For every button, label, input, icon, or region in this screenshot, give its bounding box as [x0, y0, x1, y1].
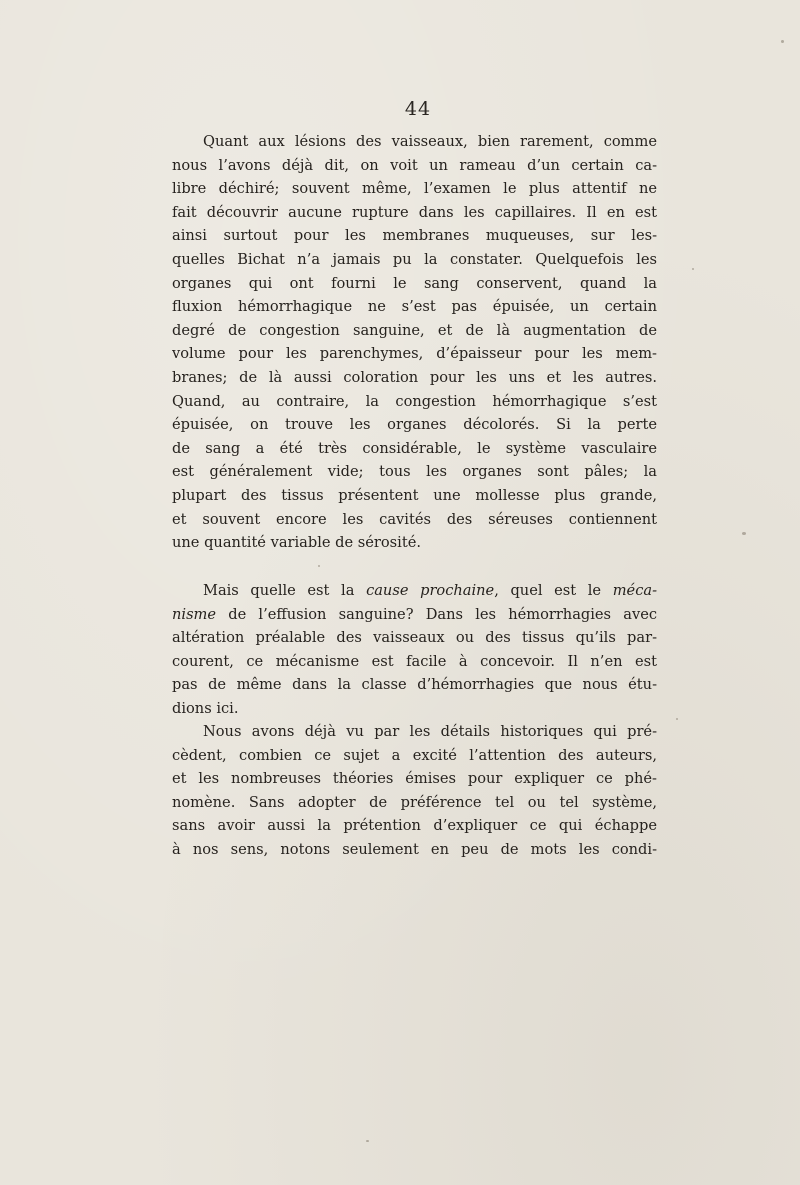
italic-term: méca-	[612, 582, 657, 599]
text-run: de l’effusion sanguine? Dans les hémorrhagies avec	[216, 605, 657, 623]
italic-term: nisme	[172, 605, 217, 623]
text-line: degré de congestion sanguine, et de là augmentation de	[172, 321, 657, 339]
text-line: de sang a été très considérable, le système vasculaire	[172, 439, 657, 457]
text-line: sans avoir aussi la prétention d’expliquer ce qui échappe	[172, 817, 657, 835]
paper-speck	[781, 40, 784, 43]
text-line: épuisée, on trouve les organes décolorés. Si la perte	[172, 416, 657, 434]
paragraph-lesions	[172, 130, 657, 555]
text-line: plupart des tissus présentent une mollesse plus grande,	[172, 486, 657, 504]
text-line: nous l’avons déjà dit, on voit un rameau d’un certain ca-	[172, 156, 657, 174]
text-line: et les nombreuses théories émises pour expliquer ce phé-	[172, 770, 657, 788]
text-line: ainsi surtout pour les membranes muqueuses, sur les-	[172, 227, 657, 245]
paper-speck	[366, 1140, 369, 1142]
text-line: Quand, au contraire, la congestion hémorrhagique s’est	[172, 392, 657, 410]
text-line: courent, ce mécanisme est facile à concevoir. Il n’en est	[172, 652, 657, 670]
text-line: fluxion hémorrhagique ne s’est pas épuisée, un certain	[172, 298, 657, 316]
text-line: Quant aux lésions des vaisseaux, bien rarement, comme	[203, 133, 657, 150]
text-line: est généralement vide; tous les organes sont pâles; la	[172, 463, 657, 481]
paragraph-cause-prochaine	[172, 579, 657, 721]
text-line: pas de même dans la classe d’hémorrhagies que nous étu-	[172, 676, 657, 694]
text-line: et souvent encore les cavités des séreuses contiennent	[172, 510, 657, 528]
text-line: volume pour les parenchymes, d’épaisseur pour les mem-	[172, 345, 657, 363]
text-line: cèdent, combien ce sujet a excité l’attention des auteurs,	[172, 746, 657, 764]
paper-speck	[318, 565, 320, 567]
text-line	[172, 579, 657, 603]
text-line: altération préalable des vaisseaux ou des tissus qu’ils par-	[172, 629, 657, 647]
text-line: organes qui ont fourni le sang conservent, quand la	[172, 274, 657, 292]
text-line: à nos sens, notons seulement en peu de mots les condi-	[172, 840, 657, 858]
paragraph-theories	[172, 720, 657, 862]
text-line: branes; de là aussi coloration pour les uns et les autres.	[172, 368, 657, 386]
text-run: , quel est le	[494, 582, 613, 599]
paper-speck	[742, 532, 746, 535]
text-line: nomène. Sans adopter de préférence tel ou tel système,	[172, 793, 657, 811]
text-line: libre déchiré; souvent même, l’examen le plus attentif ne	[172, 180, 657, 198]
text-line: quelles Bichat n’a jamais pu la constater. Quelquefois les	[172, 250, 657, 268]
italic-term: cause prochaine	[366, 582, 495, 599]
paper-speck	[676, 718, 678, 720]
text-line: fait découvrir aucune rupture dans les capillaires. Il en est	[172, 203, 657, 221]
text-run: Mais quelle est la	[203, 582, 367, 599]
text-line: une quantité variable de sérosité.	[172, 534, 421, 552]
page-number: 44	[404, 98, 432, 120]
text-line: dions ici.	[172, 699, 239, 717]
paper-speck	[692, 268, 694, 270]
text-line: Nous avons déjà vu par les détails historiques qui pré-	[203, 723, 657, 740]
text-line	[172, 603, 657, 627]
